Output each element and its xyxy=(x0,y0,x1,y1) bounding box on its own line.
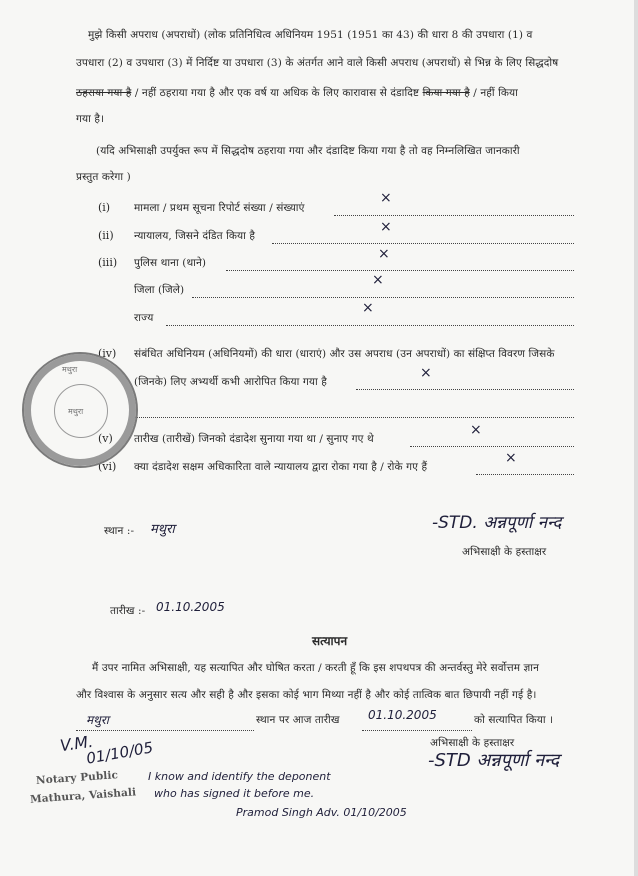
item-i-number: (i) xyxy=(98,201,111,214)
date-value: 01.10.2005 xyxy=(156,600,225,614)
item-iii-value: × xyxy=(378,246,390,262)
item-iii-label: पुलिस थाना (थाने) xyxy=(134,257,207,269)
item-iv-number: (iv) xyxy=(98,347,117,360)
verification-line2: और विश्वास के अनुसार सत्य और सही है और इसका कोई भाग मिथ्या नहीं है और कोई तात्विक बात छिपायी नहीं गई है। xyxy=(76,689,537,701)
item-iii-dotted-line xyxy=(226,260,574,271)
notary-note-line2: who has signed it before me. xyxy=(154,787,315,800)
struck-text: ठहराया गया है xyxy=(76,87,132,99)
page-edge xyxy=(634,0,638,876)
state-dotted-line xyxy=(166,315,574,326)
item-iv-value: × xyxy=(420,365,432,381)
para1-line1: मुझे किसी अपराध (अपराधों) (लोक प्रतिनिधित्व अधिनियम 1951 (1951 का 43) की धारा 8 की उपधारा (1) व xyxy=(88,29,533,41)
verification-title: सत्यापन xyxy=(312,634,348,648)
item-i-dotted-line xyxy=(334,205,574,216)
item-v-label: तारीख (तारीखें) जिनको दंडादेश सुनाया गया था / सुनाए गए थे xyxy=(134,433,374,445)
signature-2-label: अभिसाक्षी के हस्ताक्षर xyxy=(430,737,515,749)
item-iii-number: (iii) xyxy=(98,256,118,269)
para1-line3-mid: / नहीं ठहराया गया है और एक वर्ष या अधिक के लिए कारावास से दंडादिष्ट xyxy=(134,87,420,99)
struck-text-2: किया गया है xyxy=(422,87,470,99)
verification-line3a: स्थान पर आज तारीख xyxy=(256,714,340,726)
district-label: जिला (जिले) xyxy=(134,284,185,296)
signature-1: -STD. अन्नपूर्णा नन्द xyxy=(432,513,562,533)
item-i-label: मामला / प्रथम सूचना रिपोर्ट संख्या / संख्याएं xyxy=(134,202,305,214)
item-vi-dotted-line xyxy=(476,464,574,475)
item-vi-label: क्या दंडादेश सक्षम अधिकारिता वाले न्यायालय द्वारा रोका गया है / रोके गए हैं xyxy=(134,461,428,473)
verification-place-dotted xyxy=(76,720,254,731)
para1-line3-end: / नहीं किया xyxy=(473,87,518,99)
district-value: × xyxy=(372,272,384,288)
place-label: स्थान :- xyxy=(104,525,135,537)
state-value: × xyxy=(362,300,374,316)
signature-1-label: अभिसाक्षी के हस्ताक्षर xyxy=(462,546,547,558)
item-ii-number: (ii) xyxy=(98,229,114,242)
notary-initials: V.M. xyxy=(58,731,95,756)
date-label: तारीख :- xyxy=(110,605,146,617)
notary-note-line3: Pramod Singh Adv. 01/10/2005 xyxy=(236,806,407,819)
item-iv-dotted-line xyxy=(356,379,574,390)
item-vi-value: × xyxy=(505,450,517,466)
seal-outer-text: मथुरा xyxy=(62,365,78,374)
verification-line1: मैं उपर नामित अभिसाक्षी, यह सत्यापित और घोषित करता / करती हूँ कि इस शपथपत्र की अन्तर्वस्तु मेरे सर्वोत्तम ज्ञान xyxy=(92,662,540,674)
seal-inner-text: मथुरा xyxy=(68,407,84,416)
place-value: मथुरा xyxy=(150,522,175,537)
item-vi-number: (vi) xyxy=(98,460,117,473)
item-iv-label-line2: (जिनके) लिए अभ्यर्थी कभी आरोपित किया गया है xyxy=(134,376,327,388)
item-v-dotted-line xyxy=(410,436,574,447)
item-ii-dotted-line xyxy=(272,233,574,244)
item-iv-label-line1: संबंधित अधिनियम (अधिनियमों) की धारा (धाराएं) और उस अपराध (उन अपराधों) का संक्षिप्त विवरण जिसके xyxy=(134,348,555,360)
para1-line2: उपधारा (2) व उपधारा (3) में निर्दिष्ट या उपधारा (3) के अंतर्गत आने वाले किसी अपराध (अपराधों) से भिन्न के लिए सिद्धदोष xyxy=(76,57,559,69)
notary-stamp-line2: Mathura, Vaishali xyxy=(29,786,137,806)
item-i-value: × xyxy=(380,190,392,206)
item-v-value: × xyxy=(470,422,482,438)
district-dotted-line xyxy=(192,287,574,298)
item-iv-dotted-line-2 xyxy=(134,407,574,418)
verification-line3b: को सत्यापित किया । xyxy=(474,714,554,726)
item-v-number: (v) xyxy=(98,432,113,445)
para2-line2: प्रस्तुत करेगा ) xyxy=(76,171,131,183)
para2-line1: (यदि अभिसाक्षी उपर्युक्त रूप में सिद्धदोष ठहराया गया और दंडादिष्ट किया गया है तो वह निम्नलिखित जानकारी xyxy=(96,145,520,157)
verification-place-value: मथुरा xyxy=(86,713,109,727)
signature-2: -STD अन्नपूर्णा नन्द xyxy=(428,750,560,771)
item-ii-value: × xyxy=(380,219,392,235)
verification-date-value: 01.10.2005 xyxy=(368,708,437,722)
para1-line3 xyxy=(76,86,518,100)
para1-line4: गया है। xyxy=(76,113,105,125)
notary-date: 01/10/05 xyxy=(84,738,155,768)
item-ii-label: न्यायालय, जिसने दंडित किया है xyxy=(134,230,256,242)
state-label: राज्य xyxy=(134,312,154,324)
round-seal xyxy=(22,352,138,468)
notary-note-line1: I know and identify the deponent xyxy=(148,770,331,783)
notary-stamp-line1: Notary Public xyxy=(35,769,119,787)
